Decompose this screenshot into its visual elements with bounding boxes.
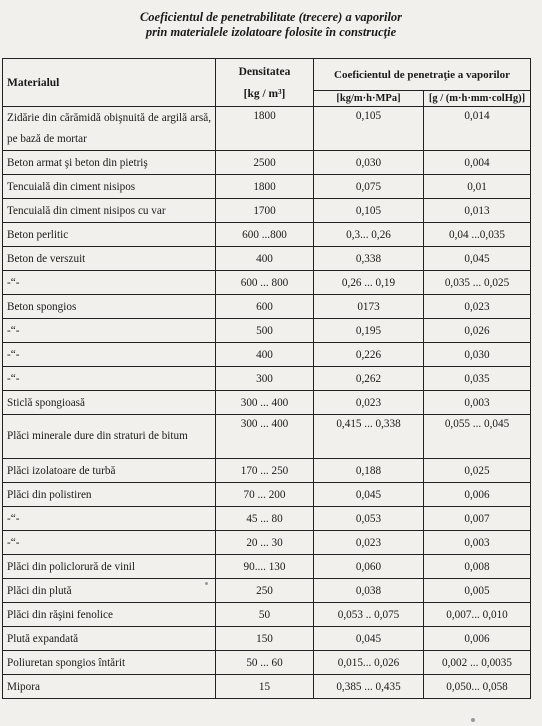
header-density <box>216 59 314 107</box>
table-row <box>3 483 531 507</box>
density-cell: 150 <box>216 627 314 651</box>
coef-g-cell: 0,004 <box>424 151 531 175</box>
density-cell: 400 <box>216 247 314 271</box>
title-line-1: Coeficientul de penetrabilitate (trecere) a vaporilor <box>139 10 403 24</box>
material-cell: Beton spongios <box>3 295 216 319</box>
coef-g-cell: 0,006 <box>424 627 531 651</box>
coef-g-cell: 0,01 <box>424 175 531 199</box>
coef-kg-cell: 0173 <box>314 295 424 319</box>
coef-kg-cell: 0,226 <box>314 343 424 367</box>
table-row <box>3 459 531 483</box>
coef-kg-cell: 0,195 <box>314 319 424 343</box>
coef-g-cell: 0,006 <box>424 483 531 507</box>
density-cell: 250 <box>216 579 314 603</box>
table-row <box>3 199 531 223</box>
material-cell: Beton perlitic <box>3 223 216 247</box>
table-row <box>3 271 531 295</box>
density-cell: 300 ... 400 <box>216 391 314 415</box>
material-cell: Plăci din plută <box>3 579 216 603</box>
coef-g-cell: 0,014 <box>424 107 531 151</box>
material-cell: Tencuială din ciment nisipos cu var <box>3 199 216 223</box>
coef-kg-cell: 0,3... 0,26 <box>314 223 424 247</box>
density-cell: 2500 <box>216 151 314 175</box>
coef-kg-cell: 0,385 ... 0,435 <box>314 675 424 699</box>
coef-g-cell: 0,003 <box>424 391 531 415</box>
density-cell: 170 ... 250 <box>216 459 314 483</box>
table-row <box>3 603 531 627</box>
scan-speck <box>471 718 475 722</box>
material-cell: -“- <box>3 367 216 391</box>
coef-g-cell: 0,008 <box>424 555 531 579</box>
material-cell: Poliuretan spongios întărit <box>3 651 216 675</box>
density-cell: 400 <box>216 343 314 367</box>
coef-g-cell: 0,007 <box>424 507 531 531</box>
table-row <box>3 675 531 699</box>
coef-g-cell: 0,030 <box>424 343 531 367</box>
table-row <box>3 555 531 579</box>
table-row <box>3 415 531 459</box>
material-cell: Plăci din răşini fenolice <box>3 603 216 627</box>
table-row <box>3 223 531 247</box>
vapor-penetration-table <box>2 58 531 699</box>
coef-g-cell: 0,013 <box>424 199 531 223</box>
coef-g-cell: 0,023 <box>424 295 531 319</box>
coef-kg-cell: 0,262 <box>314 367 424 391</box>
density-cell: 1700 <box>216 199 314 223</box>
coef-g-cell: 0,007... 0,010 <box>424 603 531 627</box>
coef-kg-cell: 0,105 <box>314 199 424 223</box>
coef-g-cell: 0,04 ...0,035 <box>424 223 531 247</box>
density-cell: 20 ... 30 <box>216 531 314 555</box>
coef-kg-cell: 0,038 <box>314 579 424 603</box>
coef-kg-cell: 0,105 <box>314 107 424 151</box>
density-cell: 1800 <box>216 175 314 199</box>
header-density-unit: [kg / m³] <box>243 87 286 100</box>
density-cell: 50 ... 60 <box>216 651 314 675</box>
coef-kg-cell: 0,26 ... 0,19 <box>314 271 424 295</box>
coef-kg-cell: 0,015... 0,026 <box>314 651 424 675</box>
density-cell: 600 ... 800 <box>216 271 314 295</box>
coef-g-cell: 0,050... 0,058 <box>424 675 531 699</box>
material-cell: Sticlă spongioasă <box>3 391 216 415</box>
coef-kg-cell: 0,030 <box>314 151 424 175</box>
coef-g-cell: 0,035 <box>424 367 531 391</box>
material-cell: Zidărie din cărămidă obişnuită de argilă arsă, pe bază de mortar <box>3 107 216 151</box>
density-cell: 600 ...800 <box>216 223 314 247</box>
coef-g-cell: 0,055 ... 0,045 <box>424 415 531 459</box>
table-row <box>3 391 531 415</box>
material-cell: -“- <box>3 507 216 531</box>
table-row <box>3 507 531 531</box>
coef-g-cell: 0,026 <box>424 319 531 343</box>
material-cell: Plută expandată <box>3 627 216 651</box>
table-row <box>3 343 531 367</box>
material-cell: Mipora <box>3 675 216 699</box>
table-row <box>3 531 531 555</box>
title-line-2: prin materialele izolatoare folosite în construcţie <box>145 25 397 39</box>
header-density-label: Densitatea <box>238 65 291 78</box>
coef-kg-cell: 0,060 <box>314 555 424 579</box>
material-cell: Plăci din policlorură de vinil <box>3 555 216 579</box>
material-cell: Beton de verszuit <box>3 247 216 271</box>
table-row <box>3 151 531 175</box>
coef-g-cell: 0,035 ... 0,025 <box>424 271 531 295</box>
table-row <box>3 247 531 271</box>
table-row <box>3 175 531 199</box>
coef-kg-cell: 0,415 ... 0,338 <box>314 415 424 459</box>
material-cell: -“- <box>3 343 216 367</box>
material-cell: Tencuială din ciment nisipos <box>3 175 216 199</box>
table-row <box>3 295 531 319</box>
density-cell: 1800 <box>216 107 314 151</box>
coef-g-cell: 0,005 <box>424 579 531 603</box>
coef-kg-cell: 0,023 <box>314 531 424 555</box>
coef-g-cell: 0,002 ... 0,0035 <box>424 651 531 675</box>
table-row <box>3 579 531 603</box>
header-unit-2: [g / (m·h·mm·colHg)] <box>424 91 531 107</box>
material-cell: Plăci din polistiren <box>3 483 216 507</box>
material-cell: Beton armat şi beton din pietriş <box>3 151 216 175</box>
coef-kg-cell: 0,045 <box>314 483 424 507</box>
coef-g-cell: 0,003 <box>424 531 531 555</box>
coef-kg-cell: 0,188 <box>314 459 424 483</box>
density-cell: 300 <box>216 367 314 391</box>
material-cell: Plăci minerale dure din straturi de bitum <box>3 415 216 459</box>
coef-g-cell: 0,025 <box>424 459 531 483</box>
coef-kg-cell: 0,075 <box>314 175 424 199</box>
material-cell: -“- <box>3 319 216 343</box>
material-cell: -“- <box>3 531 216 555</box>
density-cell: 600 <box>216 295 314 319</box>
table-row <box>3 651 531 675</box>
density-cell: 70 ... 200 <box>216 483 314 507</box>
table-row <box>3 107 531 151</box>
header-coefficient: Coeficientul de penetraţie a vaporilor <box>314 59 531 91</box>
coef-kg-cell: 0,023 <box>314 391 424 415</box>
density-cell: 90.... 130 <box>216 555 314 579</box>
density-cell: 50 <box>216 603 314 627</box>
table-row <box>3 627 531 651</box>
material-cell: -“- <box>3 271 216 295</box>
header-unit-1: [kg/m·h·MPa] <box>314 91 424 107</box>
table-row <box>3 319 531 343</box>
density-cell: 45 ... 80 <box>216 507 314 531</box>
coef-kg-cell: 0,338 <box>314 247 424 271</box>
coef-kg-cell: 0,053 .. 0,075 <box>314 603 424 627</box>
density-cell: 15 <box>216 675 314 699</box>
density-cell: 500 <box>216 319 314 343</box>
table-body <box>3 107 531 699</box>
scan-speck <box>205 582 208 585</box>
coef-g-cell: 0,045 <box>424 247 531 271</box>
material-cell: Plăci izolatoare de turbă <box>3 459 216 483</box>
header-material: Materialul <box>3 59 216 107</box>
document-title <box>0 10 542 40</box>
table-row <box>3 367 531 391</box>
density-cell: 300 ... 400 <box>216 415 314 459</box>
coef-kg-cell: 0,053 <box>314 507 424 531</box>
coef-kg-cell: 0,045 <box>314 627 424 651</box>
